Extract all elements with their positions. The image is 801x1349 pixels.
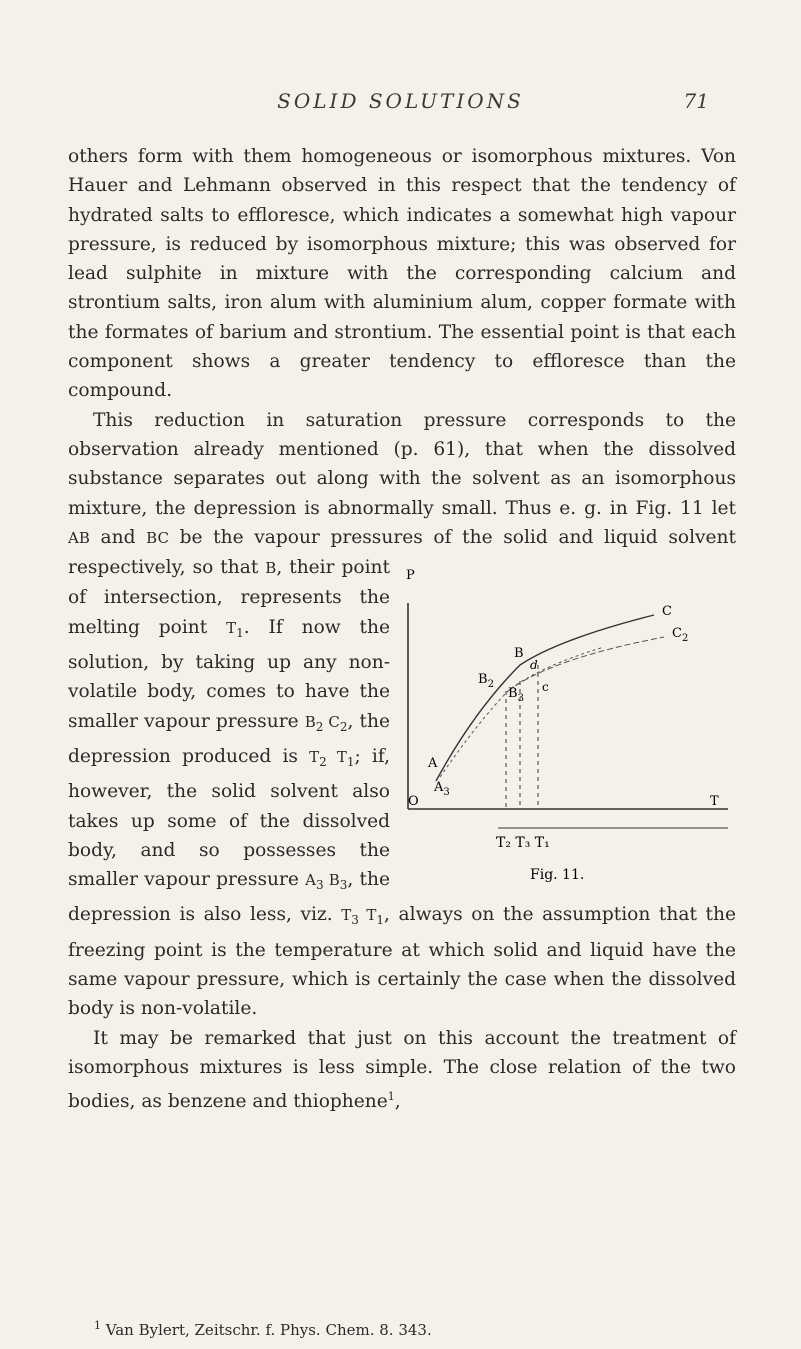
- running-title: SOLID SOLUTIONS: [277, 89, 524, 113]
- paragraph-2: [68, 406, 736, 1024]
- footnote-text: Van Bylert, Zeitschr. f. Phys. Chem. 8. 343.: [105, 1321, 432, 1339]
- paragraph-3-text: It may be remarked that just on this account the treatment of isomorphous mixtures is less simple. The close relation of the two bodies, as benzene and thiophene: [68, 1027, 736, 1113]
- paragraph-2-text-d: , their point of intersection, represents the melting point: [68, 557, 390, 638]
- label-c2: $C_2$: [672, 626, 689, 645]
- paragraph-2-text-a: This reduction in saturation pressure corresponds to the observation already mentioned (p. 61), that when the dissolved substance separates out along with the solvent as an isomorphous mixture, the depression is abnormally small. Thus e. g. in Fig. 11 let: [68, 409, 736, 519]
- label-p: P: [406, 568, 415, 584]
- paragraph-2-text-e: . If now the solution, by taking up any non-volatile body, comes to have the smaller vapour pressure: [68, 616, 390, 732]
- curve-ab-bc: [436, 615, 654, 781]
- label-b: B: [514, 646, 524, 662]
- paragraph-2-text-f: , the depression produced is: [68, 710, 390, 767]
- label-c: C: [662, 604, 672, 620]
- label-o: O: [408, 794, 419, 810]
- paragraph-2-text-b: and: [89, 526, 147, 548]
- ref-b: B: [265, 559, 277, 578]
- paragraph-2-text-c: be the vapour pressures of the solid and liquid solvent respectively, so that: [68, 526, 736, 579]
- body-text: [68, 142, 736, 1117]
- paragraph-2-text-g: ; if, however, the solid solvent also takes up some of the dissolved body, and so possesses the smaller vapour pressure: [68, 745, 390, 891]
- ref-t3t1: $T_3$ $T_1$: [341, 906, 385, 928]
- ref-b2c2: $B_2$ $C_2$: [304, 712, 348, 734]
- ref-t2t1: $T_2$ $T_1$: [309, 747, 355, 769]
- label-a3: $A_3$: [434, 780, 450, 799]
- footnote-marker: 1: [94, 1319, 101, 1332]
- ref-bc: BC: [146, 528, 169, 547]
- label-c-small: c: [542, 680, 549, 695]
- ref-ab: AB: [68, 528, 90, 547]
- page-number: 71: [683, 89, 709, 113]
- label-d: d: [530, 658, 538, 673]
- paragraph-1: others form with them homogeneous or isomorphous mixtures. Von Hauer and Lehmann observed in this respect that the tendency of hydrated salts to effloresce, which indicates a somewhat high vapour pressure, is reduced by isomorphous mixture; this was observed for lead sulphite in mixture with the corresponding calcium and strontium salts, iron alum with aluminium alum, copper formate with the formates of barium and strontium. The essential point is that each component shows a greater tendency to effloresce than the compound.: [68, 146, 736, 402]
- label-b2: $B_2$: [478, 672, 494, 691]
- running-header: [0, 89, 801, 125]
- label-t: T: [710, 794, 719, 810]
- paragraph-2-text-i: , always on the assumption that the freezing point is the temperature at which solid and liquid have the same vapour pressure, which is certainly the case when the dissolved body is non-volatile.: [68, 904, 736, 1020]
- paragraph-3: It may be remarked that just on this account the treatment of isomorphous mixtures is less simple. The close relation of the two bodies, as benzene and thiophene$^1$,: [68, 1027, 736, 1113]
- vapour-pressure-diagram: [404, 555, 736, 893]
- ref-a3b3: $A_3$ $B_3$: [305, 871, 348, 893]
- label-a: A: [428, 756, 438, 772]
- footnote: [94, 1316, 754, 1340]
- figure-caption: Fig. 11.: [530, 867, 585, 884]
- curve-a3-b3: [440, 647, 604, 777]
- paragraph-2-text-h: , the depression is also less, viz.: [68, 869, 390, 926]
- ref-t1: $T_1$: [226, 618, 244, 640]
- label-t2-t3-t1: T₂ T₃ T₁: [496, 835, 550, 852]
- figure-11: [404, 555, 736, 893]
- label-b3: $B_3$: [508, 686, 524, 705]
